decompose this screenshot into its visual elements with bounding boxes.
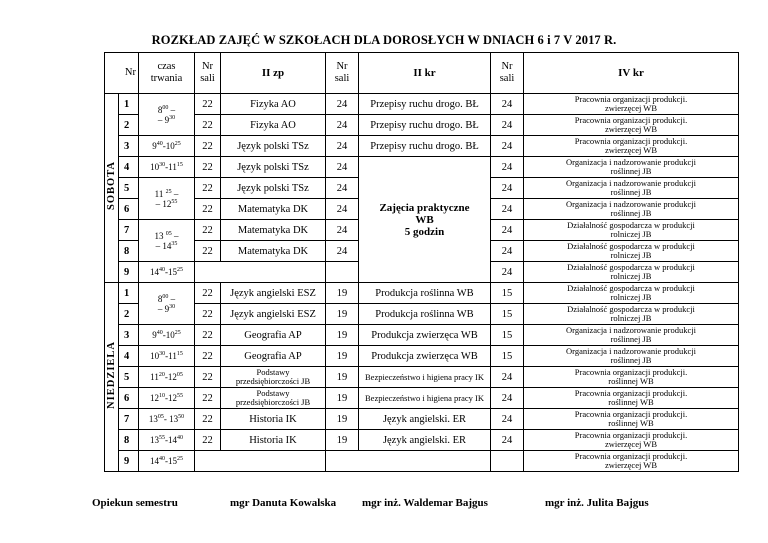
subject-cell: Podstawy przedsiębiorczości JB — [221, 367, 326, 388]
room-cell: 19 — [326, 409, 359, 430]
empty-cell — [326, 451, 491, 472]
room-cell: 24 — [326, 136, 359, 157]
footer-teacher-kr: mgr inż. Waldemar Bajgus — [362, 497, 488, 509]
time-cell: $10^{30}-11^{15}$ — [139, 157, 195, 178]
subject-cell: Produkcja roślinna WB — [359, 283, 491, 304]
subject-cell: Pracownia organizacji produkcji. zwierzęcej WB — [524, 136, 739, 157]
table-row — [105, 283, 739, 304]
subject-cell: Geografia AP — [221, 325, 326, 346]
room-cell: 22 — [195, 220, 221, 241]
room-cell: 22 — [195, 346, 221, 367]
time-cell: $8^{00}$ – – $9^{30}$ — [139, 283, 195, 325]
subject-cell: Matematyka DK — [221, 241, 326, 262]
row-number: 5 — [119, 178, 139, 199]
header-ii-zp: II zp — [221, 53, 326, 94]
subject-cell: Język polski TSz — [221, 157, 326, 178]
room-cell: 24 — [491, 430, 524, 451]
room-cell: 22 — [195, 409, 221, 430]
room-cell: 24 — [326, 178, 359, 199]
empty-cell — [195, 262, 326, 283]
room-cell: 24 — [326, 157, 359, 178]
time-cell: $14^{40}-15^{25}$ — [139, 262, 195, 283]
room-cell: 22 — [195, 430, 221, 451]
subject-cell: Fizyka AO — [221, 115, 326, 136]
row-number: 9 — [119, 262, 139, 283]
header-nr-sali-zp: Nr sali — [195, 53, 221, 94]
table-row — [105, 115, 739, 136]
time-cell: $14^{40}-15^{25}$ — [139, 451, 195, 472]
subject-cell: Działalność gospodarcza w produkcji rolniczej JB — [524, 241, 739, 262]
room-cell: 22 — [195, 304, 221, 325]
subject-cell: Geografia AP — [221, 346, 326, 367]
practical-classes-cell: Zajęcia praktyczne WB 5 godzin — [359, 157, 491, 283]
time-cell: $9^{40}-10^{25}$ — [139, 325, 195, 346]
room-cell: 24 — [491, 409, 524, 430]
room-cell: 15 — [491, 325, 524, 346]
subject-cell: Działalność gospodarcza w produkcji rolniczej JB — [524, 304, 739, 325]
time-cell: $10^{30}-11^{15}$ — [139, 346, 195, 367]
room-cell: 24 — [491, 157, 524, 178]
subject-cell: Pracownia organizacji produkcji. zwierzęcej WB — [524, 430, 739, 451]
subject-cell: Podstawy przedsiębiorczości JB — [221, 388, 326, 409]
time-cell: $8^{00}$ – – $9^{30}$ — [139, 94, 195, 136]
table-row — [105, 430, 739, 451]
subject-cell: Język angielski ESZ — [221, 283, 326, 304]
room-cell: 22 — [195, 283, 221, 304]
subject-cell: Język angielski. ER — [359, 409, 491, 430]
subject-cell: Organizacja i nadzorowanie produkcji roślinnej JB — [524, 178, 739, 199]
day-label-niedziela: NIEDZIELA — [105, 283, 119, 472]
room-cell: 24 — [326, 220, 359, 241]
subject-cell: Język angielski. ER — [359, 430, 491, 451]
room-cell: 15 — [491, 304, 524, 325]
room-cell: 22 — [195, 367, 221, 388]
table-row — [105, 346, 739, 367]
subject-cell: Pracownia organizacji produkcji. roślinnej WB — [524, 367, 739, 388]
subject-cell: Pracownia organizacji produkcji. roślinnej WB — [524, 388, 739, 409]
subject-cell: Organizacja i nadzorowanie produkcji roślinnej JB — [524, 199, 739, 220]
row-number: 6 — [119, 388, 139, 409]
subject-cell: Fizyka AO — [221, 94, 326, 115]
row-number: 1 — [119, 94, 139, 115]
empty-cell — [491, 451, 524, 472]
room-cell: 19 — [326, 325, 359, 346]
subject-cell: Historia IK — [221, 409, 326, 430]
room-cell: 22 — [195, 241, 221, 262]
header-row — [105, 53, 739, 94]
room-cell: 24 — [491, 388, 524, 409]
time-cell: $12^{10}-12^{55}$ — [139, 388, 195, 409]
room-cell: 22 — [195, 136, 221, 157]
header-ii-kr: II kr — [359, 53, 491, 94]
row-number: 3 — [119, 325, 139, 346]
footer-teacher-zp: mgr Danuta Kowalska — [230, 497, 337, 509]
subject-cell: Działalność gospodarcza w produkcji rolniczej JB — [524, 283, 739, 304]
time-cell: $9^{40}-10^{25}$ — [139, 136, 195, 157]
subject-cell: Działalność gospodarcza w produkcji rolniczej JB — [524, 262, 739, 283]
header-nr-sali-kr: Nr sali — [326, 53, 359, 94]
row-number: 7 — [119, 409, 139, 430]
schedule-table — [104, 52, 739, 472]
row-number: 2 — [119, 304, 139, 325]
table-row — [105, 94, 739, 115]
footer-opiekun-label: Opiekun semestru — [92, 497, 178, 509]
room-cell: 19 — [326, 346, 359, 367]
subject-cell: Produkcja zwierzęca WB — [359, 325, 491, 346]
table-row — [105, 157, 739, 178]
room-cell: 22 — [195, 94, 221, 115]
subject-cell: Bezpieczeństwo i higiena pracy IK — [359, 367, 491, 388]
header-czas: czas trwania — [139, 53, 195, 94]
room-cell: 15 — [491, 283, 524, 304]
room-cell: 24 — [491, 241, 524, 262]
room-cell: 22 — [195, 325, 221, 346]
subject-cell: Organizacja i nadzorowanie produkcji roślinnej JB — [524, 157, 739, 178]
subject-cell: Pracownia organizacji produkcji. roślinnej WB — [524, 409, 739, 430]
subject-cell: Język polski TSz — [221, 178, 326, 199]
room-cell: 24 — [326, 94, 359, 115]
time-cell: $13^{05}-$ $13^{50}$ — [139, 409, 195, 430]
subject-cell: Język angielski ESZ — [221, 304, 326, 325]
subject-cell: Pracownia organizacji produkcji. zwierzęcej WB — [524, 451, 739, 472]
subject-cell: Przepisy ruchu drogo. BŁ — [359, 94, 491, 115]
room-cell: 19 — [326, 388, 359, 409]
room-cell: 19 — [326, 283, 359, 304]
table-row — [105, 325, 739, 346]
room-cell: 24 — [491, 136, 524, 157]
row-number: 2 — [119, 115, 139, 136]
subject-cell: Działalność gospodarcza w produkcji rolniczej JB — [524, 220, 739, 241]
time-cell: $13^{55}-14^{40}$ — [139, 430, 195, 451]
time-cell: 13 $^{05}$ – – $14^{35}$ — [139, 220, 195, 262]
subject-cell: Przepisy ruchu drogo. BŁ — [359, 136, 491, 157]
subject-cell: Produkcja zwierzęca WB — [359, 346, 491, 367]
room-cell: 24 — [491, 199, 524, 220]
row-number: 4 — [119, 346, 139, 367]
subject-cell: Organizacja i nadzorowanie produkcji roślinnej JB — [524, 346, 739, 367]
footer — [0, 493, 768, 515]
subject-cell: Organizacja i nadzorowanie produkcji roślinnej JB — [524, 325, 739, 346]
row-number: 8 — [119, 241, 139, 262]
room-cell: 24 — [326, 199, 359, 220]
table-row — [105, 451, 739, 472]
row-number: 3 — [119, 136, 139, 157]
room-cell: 15 — [491, 346, 524, 367]
row-number: 6 — [119, 199, 139, 220]
empty-cell — [326, 262, 491, 283]
room-cell: 22 — [195, 199, 221, 220]
table-row — [105, 409, 739, 430]
table-row — [105, 304, 739, 325]
room-cell: 24 — [491, 367, 524, 388]
time-cell: 11 $^{25}$ – – $12^{55}$ — [139, 178, 195, 220]
time-cell: $11^{20}-12^{05}$ — [139, 367, 195, 388]
subject-cell: Pracownia organizacji produkcji. zwierzęcej WB — [524, 94, 739, 115]
page-title: ROZKŁAD ZAJĘĆ W SZKOŁACH DLA DOROSŁYCH W DNIACH 6 i 7 V 2017 R. — [151, 33, 617, 47]
subject-cell: Matematyka DK — [221, 199, 326, 220]
table-row — [105, 388, 739, 409]
room-cell: 24 — [326, 115, 359, 136]
table-row — [105, 262, 739, 283]
room-cell: 24 — [491, 220, 524, 241]
subject-cell: Język polski TSz — [221, 136, 326, 157]
row-number: 9 — [119, 451, 139, 472]
room-cell: 24 — [491, 262, 524, 283]
subject-cell: Przepisy ruchu drogo. BŁ — [359, 115, 491, 136]
subject-cell: Pracownia organizacji produkcji. zwierzęcej WB — [524, 115, 739, 136]
subject-cell: Matematyka DK — [221, 220, 326, 241]
row-number: 1 — [119, 283, 139, 304]
header-nr: Nr — [105, 53, 139, 94]
room-cell: 22 — [195, 388, 221, 409]
room-cell: 22 — [195, 178, 221, 199]
header-nr-sali-iv: Nr sali — [491, 53, 524, 94]
empty-cell — [195, 451, 326, 472]
table-row — [105, 367, 739, 388]
subject-cell: Produkcja roślinna WB — [359, 304, 491, 325]
row-number: 7 — [119, 220, 139, 241]
room-cell: 19 — [326, 304, 359, 325]
row-number: 4 — [119, 157, 139, 178]
room-cell: 24 — [491, 178, 524, 199]
row-number: 8 — [119, 430, 139, 451]
room-cell: 24 — [326, 241, 359, 262]
footer-teacher-iv: mgr inż. Julita Bajgus — [545, 497, 649, 509]
room-cell: 22 — [195, 157, 221, 178]
subject-cell: Bezpieczeństwo i higiena pracy IK — [359, 388, 491, 409]
room-cell: 19 — [326, 367, 359, 388]
subject-cell: Historia IK — [221, 430, 326, 451]
room-cell: 24 — [491, 94, 524, 115]
day-label-sobota: SOBOTA — [105, 94, 119, 283]
room-cell: 24 — [491, 115, 524, 136]
header-iv-kr: IV kr — [524, 53, 739, 94]
table-row — [105, 136, 739, 157]
room-cell: 19 — [326, 430, 359, 451]
row-number: 5 — [119, 367, 139, 388]
room-cell: 22 — [195, 115, 221, 136]
